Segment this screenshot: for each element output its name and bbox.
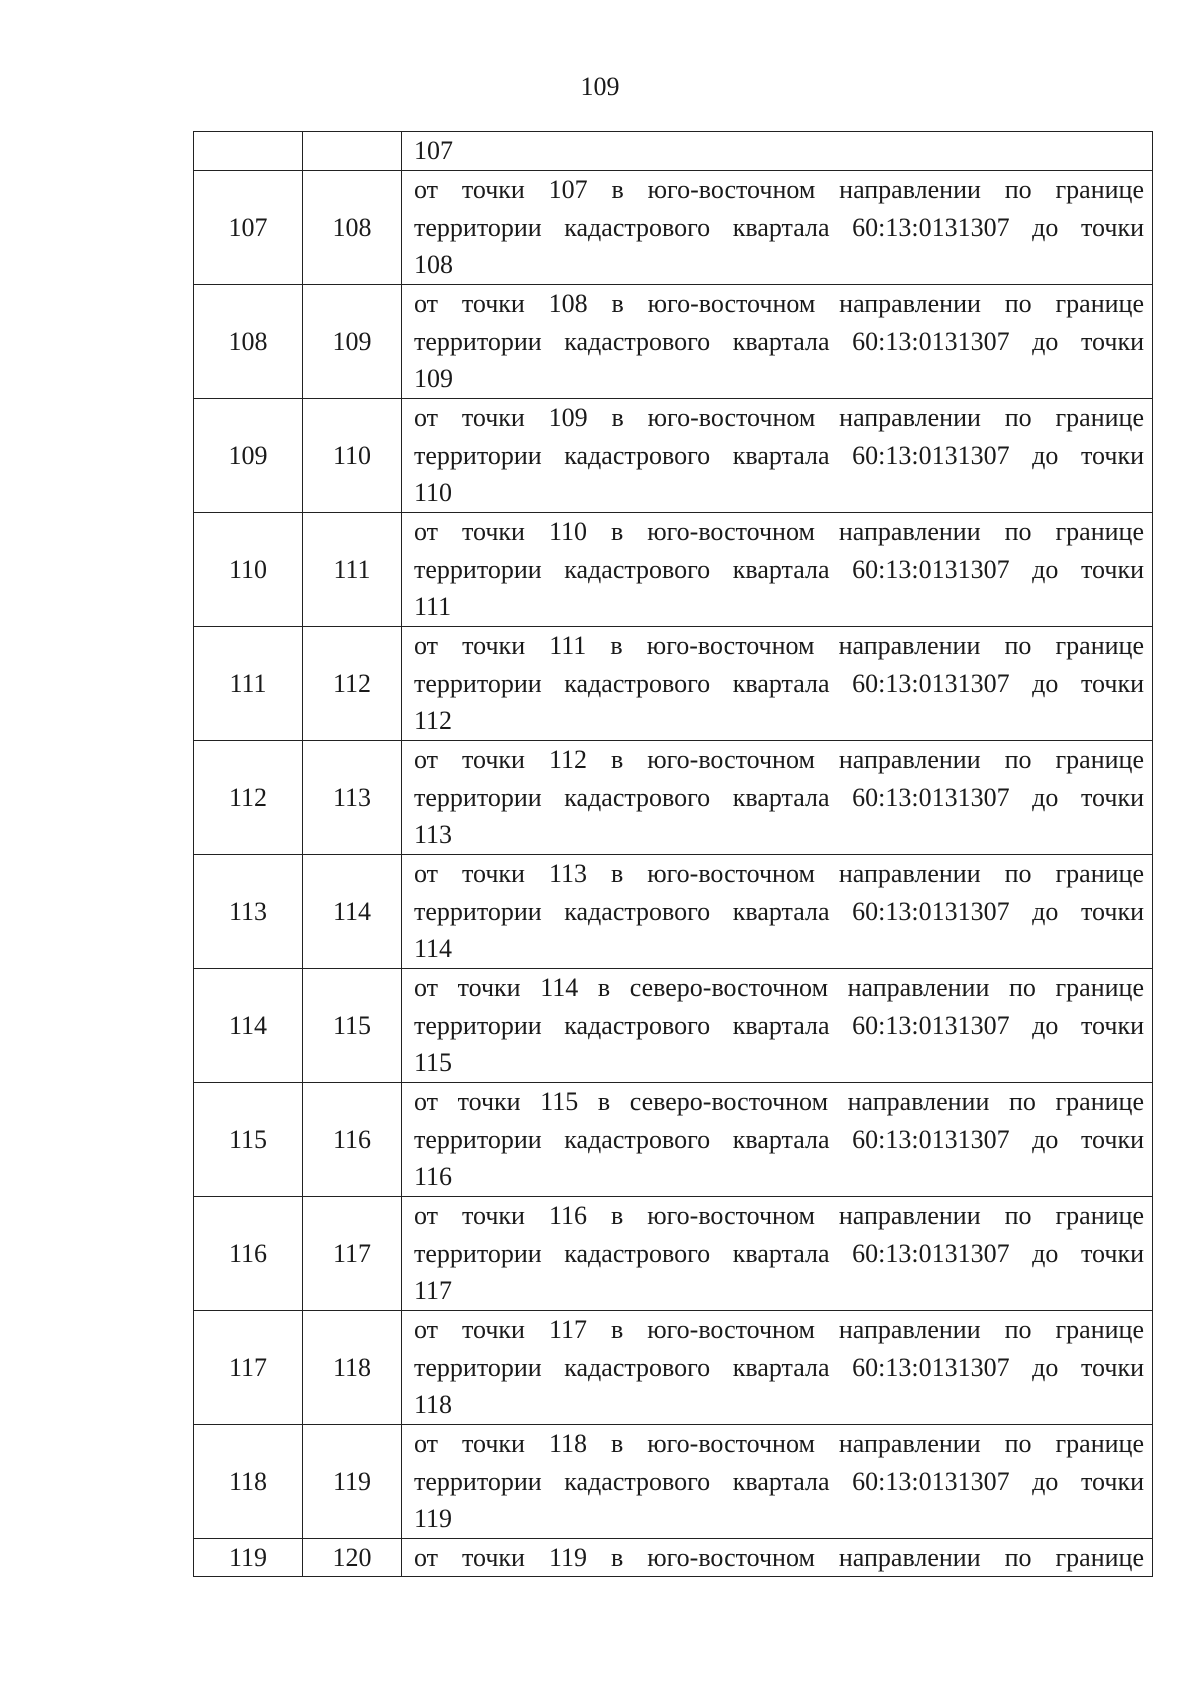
to-point-cell: 108 — [303, 171, 402, 285]
boundary-description-table — [193, 131, 1153, 1577]
description-line: от точки 119 в юго-восточном направлении по границе — [414, 1542, 1144, 1572]
description-line: 108 — [414, 250, 453, 280]
description-line: от точки 107 в юго-восточном направлении по границе — [414, 175, 1144, 205]
from-point-cell: 112 — [194, 741, 303, 855]
description-line: от точки 112 в юго-восточном направлении по границе — [414, 745, 1144, 775]
description-cell — [402, 285, 1153, 399]
description-line: территории кадастрового квартала 60:13:0131307 до точки — [414, 782, 1144, 812]
from-point-cell: 108 — [194, 285, 303, 399]
description-line: 110 — [414, 478, 453, 508]
description-line: 114 — [414, 934, 453, 964]
description-cell — [402, 132, 1153, 171]
table-row — [194, 741, 1153, 855]
to-point-cell — [303, 132, 402, 171]
description-line: территории кадастрового квартала 60:13:0131307 до точки — [414, 1238, 1144, 1268]
from-point-cell — [194, 132, 303, 171]
description-line: территории кадастрового квартала 60:13:0131307 до точки — [414, 326, 1144, 356]
from-point-cell: 116 — [194, 1197, 303, 1311]
description-line: от точки 111 в юго-восточном направлении по границе — [414, 631, 1144, 661]
description-line: от точки 108 в юго-восточном направлении по границе — [414, 289, 1144, 319]
description-cell — [402, 627, 1153, 741]
description-line: 119 — [414, 1504, 453, 1534]
to-point-cell: 114 — [303, 855, 402, 969]
table-row — [194, 1311, 1153, 1425]
to-point-cell: 118 — [303, 1311, 402, 1425]
description-line: территории кадастрового квартала 60:13:0131307 до точки — [414, 1466, 1144, 1496]
to-point-cell: 112 — [303, 627, 402, 741]
description-line: 111 — [414, 592, 452, 622]
description-cell — [402, 855, 1153, 969]
table-row — [194, 1083, 1153, 1197]
description-line: 109 — [414, 364, 453, 394]
table-row — [194, 171, 1153, 285]
description-line: 113 — [414, 820, 453, 850]
to-point-cell: 109 — [303, 285, 402, 399]
description-line: территории кадастрового квартала 60:13:0131307 до точки — [414, 896, 1144, 926]
table-row — [194, 285, 1153, 399]
page-number: 109 — [580, 72, 620, 101]
from-point-cell: 107 — [194, 171, 303, 285]
to-point-cell: 116 — [303, 1083, 402, 1197]
description-line: от точки 115 в северо-восточном направлении по границе — [414, 1087, 1144, 1117]
description-line: от точки 118 в юго-восточном направлении по границе — [414, 1429, 1144, 1459]
to-point-cell: 117 — [303, 1197, 402, 1311]
description-cell — [402, 969, 1153, 1083]
description-line: территории кадастрового квартала 60:13:0131307 до точки — [414, 440, 1144, 470]
table-row — [194, 855, 1153, 969]
description-tail: 107 — [414, 136, 453, 165]
to-point-cell: 115 — [303, 969, 402, 1083]
from-point-cell: 113 — [194, 855, 303, 969]
description-line: территории кадастрового квартала 60:13:0131307 до точки — [414, 212, 1144, 242]
table-row — [194, 513, 1153, 627]
description-line: 115 — [414, 1048, 453, 1078]
description-cell — [402, 1197, 1153, 1311]
description-line: территории кадастрового квартала 60:13:0131307 до точки — [414, 554, 1144, 584]
description-cell — [402, 1311, 1153, 1425]
description-line: 118 — [414, 1390, 453, 1420]
from-point-cell: 119 — [194, 1539, 303, 1577]
from-point-cell: 118 — [194, 1425, 303, 1539]
to-point-cell: 119 — [303, 1425, 402, 1539]
description-line: территории кадастрового квартала 60:13:0131307 до точки — [414, 1124, 1144, 1154]
description-line: 112 — [414, 706, 453, 736]
from-point-cell: 109 — [194, 399, 303, 513]
from-point-cell: 111 — [194, 627, 303, 741]
from-point-cell: 110 — [194, 513, 303, 627]
description-line: территории кадастрового квартала 60:13:0131307 до точки — [414, 1352, 1144, 1382]
description-line: от точки 114 в северо-восточном направлении по границе — [414, 973, 1144, 1003]
from-point-cell: 114 — [194, 969, 303, 1083]
to-point-cell: 113 — [303, 741, 402, 855]
description-cell — [402, 1083, 1153, 1197]
from-point-cell: 115 — [194, 1083, 303, 1197]
description-line: от точки 109 в юго-восточном направлении по границе — [414, 403, 1144, 433]
description-cell — [402, 741, 1153, 855]
description-cell — [402, 171, 1153, 285]
table-row — [194, 969, 1153, 1083]
table-row — [194, 1425, 1153, 1539]
description-cell — [402, 513, 1153, 627]
description-line: от точки 113 в юго-восточном направлении по границе — [414, 859, 1144, 889]
description-line: 117 — [414, 1276, 453, 1306]
from-point-cell: 117 — [194, 1311, 303, 1425]
description-line: 116 — [414, 1162, 453, 1192]
table-row — [194, 132, 1153, 171]
description-line: от точки 117 в юго-восточном направлении по границе — [414, 1315, 1144, 1345]
to-point-cell: 111 — [303, 513, 402, 627]
description-line: от точки 110 в юго-восточном направлении по границе — [414, 517, 1144, 547]
description-line: территории кадастрового квартала 60:13:0131307 до точки — [414, 1010, 1144, 1040]
to-point-cell: 120 — [303, 1539, 402, 1577]
table-row — [194, 1539, 1153, 1577]
description-cell — [402, 1425, 1153, 1539]
table-row — [194, 627, 1153, 741]
to-point-cell: 110 — [303, 399, 402, 513]
description-line: территории кадастрового квартала 60:13:0131307 до точки — [414, 668, 1144, 698]
description-cell — [402, 399, 1153, 513]
table-row — [194, 399, 1153, 513]
description-cell — [402, 1539, 1153, 1577]
table-row — [194, 1197, 1153, 1311]
description-line: от точки 116 в юго-восточном направлении по границе — [414, 1201, 1144, 1231]
